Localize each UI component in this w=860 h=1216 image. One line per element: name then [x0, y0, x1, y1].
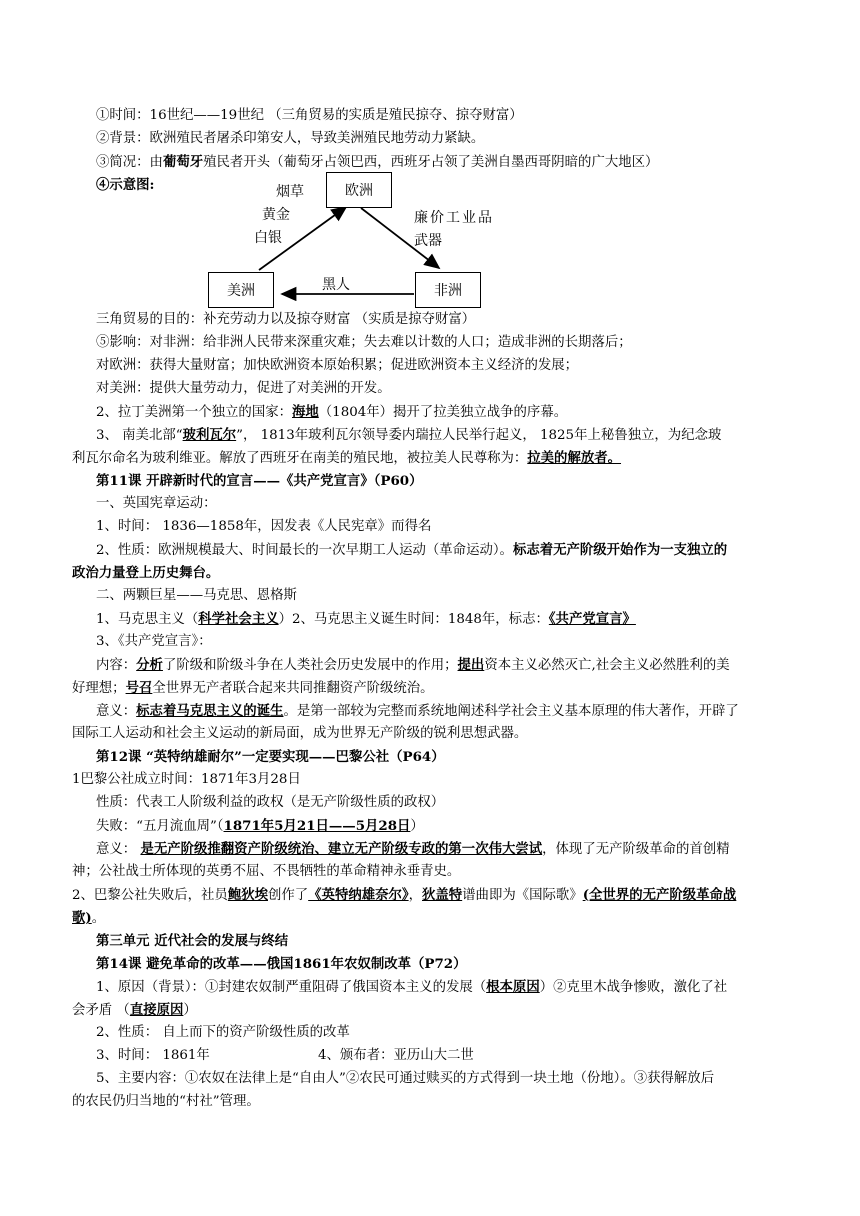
- triangle-trade-time: ①时间：16世纪——19世纪 （三角贸易的实质是殖民掠夺、掠夺财富）: [96, 108, 523, 123]
- reform-cause-cont: 会矛盾 （直接原因）: [72, 1002, 197, 1018]
- marxism-line: 1、马克思主义（科学社会主义）2、马克思主义诞生时间：1848年，标志：《共产党宣言》: [96, 611, 636, 627]
- two-stars-heading: 二、两颗巨星——马克思、恩格斯: [96, 588, 297, 603]
- triangle-trade-background: ②背景：欧洲殖民者屠杀印第安人，导致美洲殖民地劳动力紧缺。: [96, 131, 485, 146]
- commune-meaning-cont: 神；公社战士所体现的英勇不屈、不畏牺牲的革命精神永垂青史。: [72, 864, 461, 879]
- impact-africa: ⑤影响：对非洲：给非洲人民带来深重灾难；失去难以计数的人口；造成非洲的长期落后；: [96, 335, 632, 350]
- commune-founded: 1巴黎公社成立时间：1871年3月28日: [72, 772, 301, 787]
- diagram-heading: ④示意图:: [96, 177, 155, 193]
- internationale-line-cont: 歌)。: [72, 910, 106, 926]
- commune-meaning: 意义： 是无产阶级推翻资产阶级统治、建立无产阶级专政的第一次伟大尝试，体现了无产阶级革命的首创精: [96, 841, 730, 857]
- label-weapons: 武器: [414, 233, 442, 249]
- chartism-heading: 一、英国宪章运动：: [96, 496, 217, 511]
- commune-failure: 失败：“五月流血周”（1871年5月21日——5月28日）: [96, 818, 424, 834]
- bolivar-line-1: 3、 南美北部“玻利瓦尔”， 1813年玻利瓦尔领导委内瑞拉人民举行起义， 1825年上秘鲁独立，为纪念玻: [96, 427, 722, 443]
- box-africa: 非洲: [415, 272, 481, 308]
- manifesto-meaning-cont: 国际工人运动和社会主义运动的新局面，成为世界无产阶级的锐利思想武器。: [72, 726, 528, 741]
- manifesto-content: 内容：分析了阶级和阶级斗争在人类社会历史发展中的作用；提出资本主义必然灭亡,社会主义必然胜利的美: [96, 657, 730, 673]
- commune-nature: 性质：代表工人阶级利益的政权（是无产阶级性质的政权）: [96, 795, 445, 810]
- reform-cause: 1、原因（背景）：①封建农奴制严重阻碍了俄国资本主义的发展（根本原因）②克里木战争惨败，激化了社: [96, 979, 728, 995]
- reform-content: 5、主要内容：①农奴在法律上是“自由人”②农民可通过赎买的方式得到一块土地（份地）。③获得解放后: [96, 1071, 715, 1086]
- impact-america: 对美洲：提供大量劳动力，促进了对美洲的开发。: [96, 381, 391, 396]
- manifesto-heading: 3、《共产党宣言》：: [96, 634, 212, 649]
- unit3-title: 第三单元 近代社会的发展与终结: [96, 933, 289, 949]
- box-america: 美洲: [208, 272, 274, 308]
- manifesto-content-cont: 好理想；号召全世界无产者联合起来共同推翻资产阶级统治。: [72, 680, 434, 696]
- reform-time: 3、时间： 1861年: [96, 1048, 210, 1063]
- label-gold: 黄金: [262, 207, 290, 223]
- chartism-time: 1、时间： 1836—1858年，因发表《人民宪章》而得名: [96, 519, 432, 534]
- label-slaves: 黑人: [322, 277, 350, 293]
- bolivar-line-2: 利瓦尔命名为玻利维亚。解放了西班牙在南美的殖民地，被拉美人民尊称为：拉美的解放者。: [72, 450, 622, 466]
- triangle-trade-brief: ③简况：由葡萄牙殖民者开头（葡萄牙占领巴西，西班牙占领了美洲自墨西哥阴暗的广大地区）: [96, 154, 659, 170]
- lesson11-title: 第11课 开辟新时代的宣言——《共产党宣言》（P60）: [96, 473, 423, 489]
- reform-nature: 2、性质： 自上而下的资产阶级性质的改革: [96, 1025, 350, 1040]
- reform-issuer: 4、颁布者：亚历山大二世: [318, 1048, 474, 1063]
- reform-content-cont: 的农民仍归当地的“村社”管理。: [72, 1094, 260, 1109]
- lesson12-title: 第12课 “英特纳雄耐尔”一定要实现——巴黎公社（P64）: [96, 749, 445, 765]
- box-europe: 欧洲: [326, 172, 392, 208]
- impact-europe: 对欧洲：获得大量财富；加快欧洲资本原始积累；促进欧洲资本主义经济的发展；: [96, 358, 579, 373]
- internationale-line: 2、巴黎公社失败后，社员鲍狄埃创作了《英特纳雄奈尔》，狄盖特谱曲即为《国际歌》(全世界的无产阶级革命战: [72, 887, 737, 903]
- manifesto-meaning: 意义：标志着马克思主义的诞生。是第一部较为完整而系统地阐述科学社会主义基本原理的伟大著作，开辟了: [96, 703, 739, 719]
- triangle-trade-purpose: 三角贸易的目的：补充劳动力以及掠夺财富 （实质是掠夺财富）: [96, 312, 476, 327]
- haiti-line: 2、拉丁美洲第一个独立的国家：海地（1804年）揭开了拉美独立战争的序幕。: [96, 404, 568, 420]
- label-silver: 白银: [254, 230, 282, 246]
- lesson14-title: 第14课 避免革命的改革——俄国1861年农奴制改革（P72）: [96, 956, 467, 972]
- label-tobacco: 烟草: [276, 184, 304, 200]
- chartism-nature: 2、性质：欧洲规模最大、时间最长的一次早期工人运动（革命运动）。标志着无产阶级开始作为一支独立的: [96, 542, 728, 558]
- chartism-nature-cont: 政治力量登上历史舞台。: [72, 565, 220, 581]
- label-cheap-goods: 廉价工业品: [414, 210, 494, 226]
